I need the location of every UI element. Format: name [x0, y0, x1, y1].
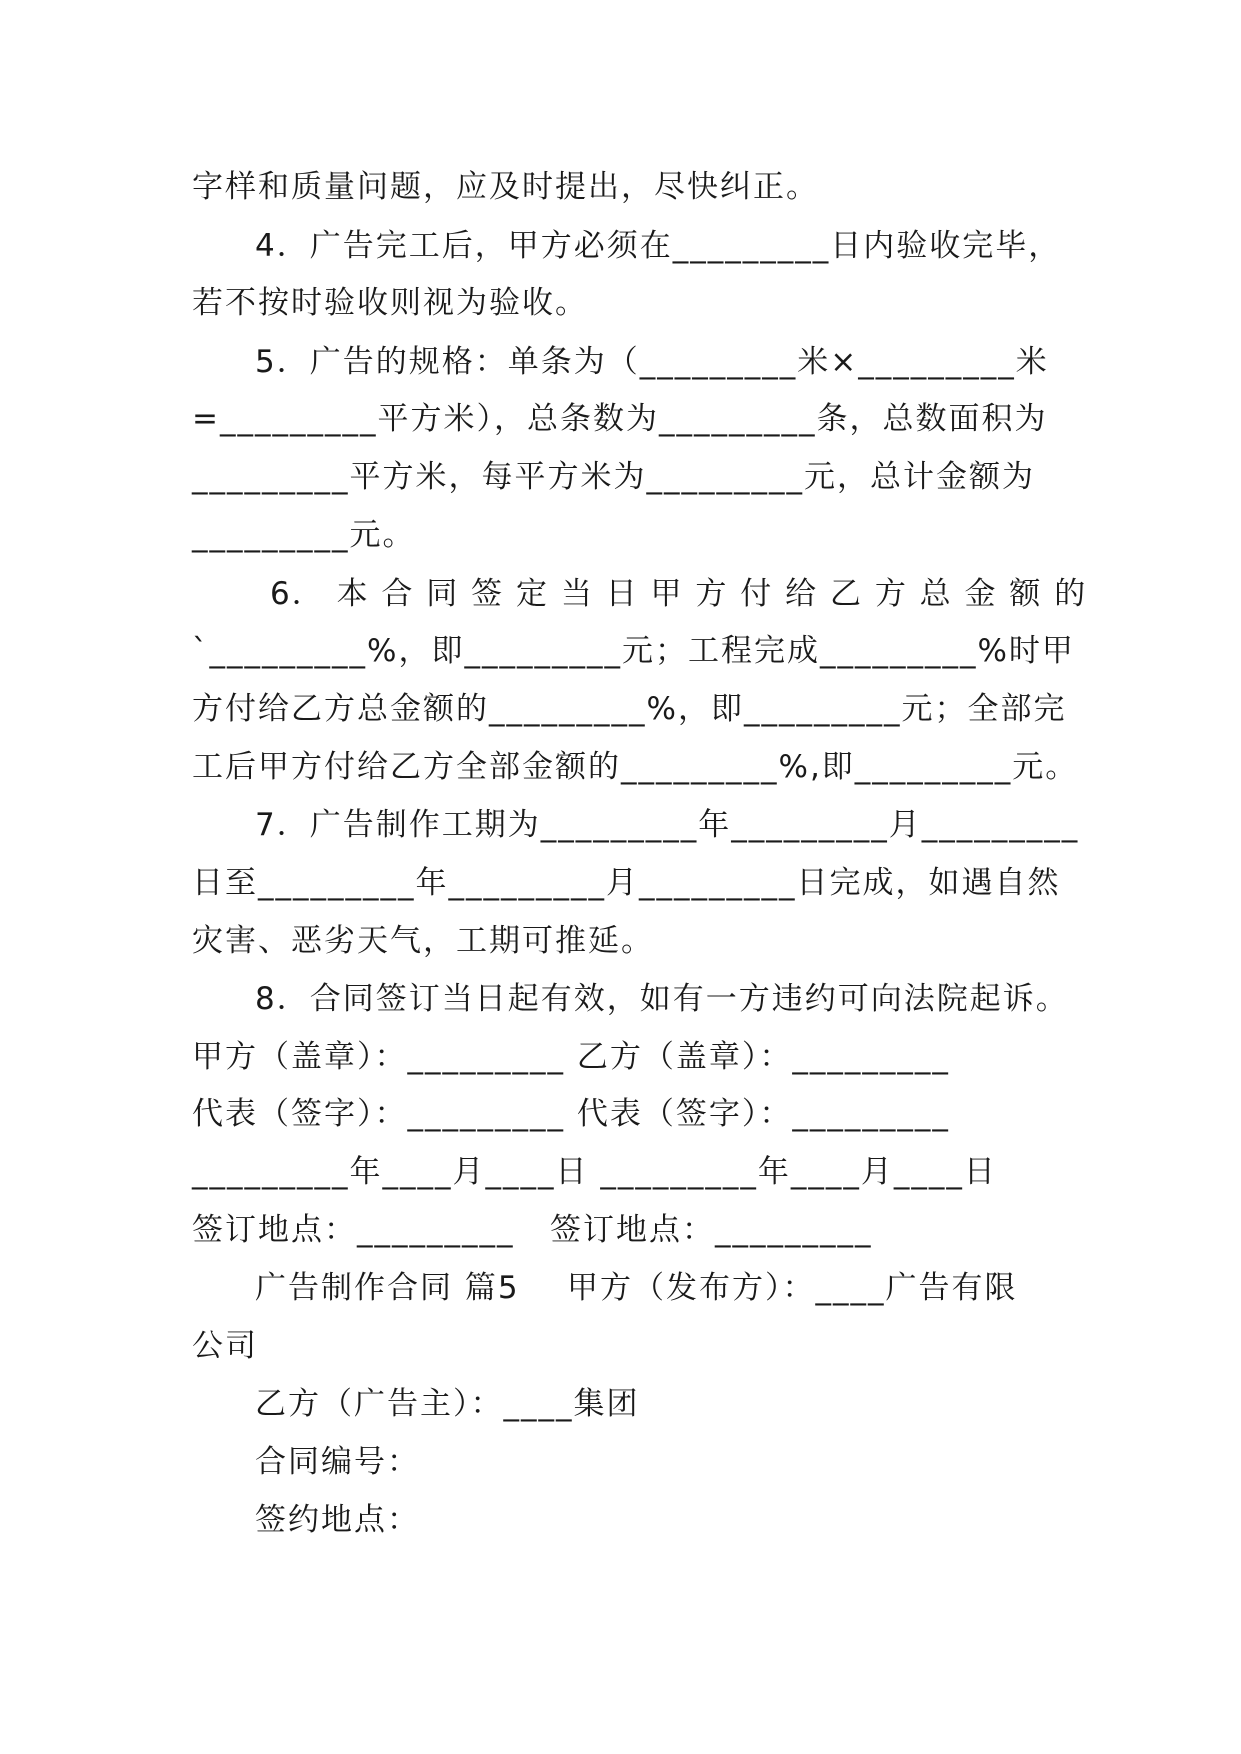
text-line-3: 若不按时验收则视为验收。: [192, 285, 588, 321]
text-line-contract-no: 合同编号：: [255, 1444, 420, 1480]
signature-line-representative: 代表（签字）：_________ 代表（签字）：_________: [192, 1096, 950, 1132]
signature-line-place: 签订地点：_________ 签订地点：_________: [192, 1212, 873, 1248]
text-line-7: _________元。: [192, 517, 416, 553]
text-line-2: 4．广告完工后，甲方必须在_________日内验收完毕，: [255, 228, 1062, 264]
text-line-section-heading: 广告制作合同 篇5 甲方（发布方）：____广告有限: [255, 1270, 1018, 1306]
text-line-10: 方付给乙方总金额的_________%，即_________元；全部完: [192, 691, 1067, 727]
text-line-12: 7．广告制作工期为_________年_________月_________: [255, 807, 1080, 843]
text-line-14: 灾害、恶劣天气，工期可推延。: [192, 923, 654, 959]
text-line-5: =_________平方米），总条数为_________条，总数面积为: [192, 401, 1048, 437]
text-line-6: _________平方米，每平方米为_________元，总计金额为: [192, 459, 1035, 495]
text-line-company: 公司: [192, 1328, 258, 1364]
signature-line-date: _________年____月____日 _________年____月____日: [192, 1154, 997, 1190]
text-line-1: 字样和质量问题，应及时提出，尽快纠正。: [192, 169, 819, 205]
text-line-8: 6． 本 合 同 签 定 当 日 甲 方 付 给 乙 方 总 金 额 的: [270, 576, 1088, 612]
text-line-party-b: 乙方（广告主）：____集团: [255, 1386, 640, 1422]
text-line-4: 5．广告的规格：单条为（_________米×_________米: [255, 344, 1049, 380]
text-line-13: 日至_________年_________月_________日完成，如遇自然: [192, 865, 1061, 901]
text-line-15: 8．合同签订当日起有效，如有一方违约可向法院起诉。: [255, 981, 1069, 1017]
text-line-9: `_________%，即_________元；工程完成_________%时甲: [192, 633, 1075, 669]
text-line-11: 工后甲方付给乙方全部金额的_________%,即_________元。: [192, 749, 1079, 785]
text-line-signing-place: 签约地点：: [255, 1502, 420, 1538]
signature-line-party: 甲方（盖章）：_________ 乙方（盖章）：_________: [192, 1039, 950, 1075]
